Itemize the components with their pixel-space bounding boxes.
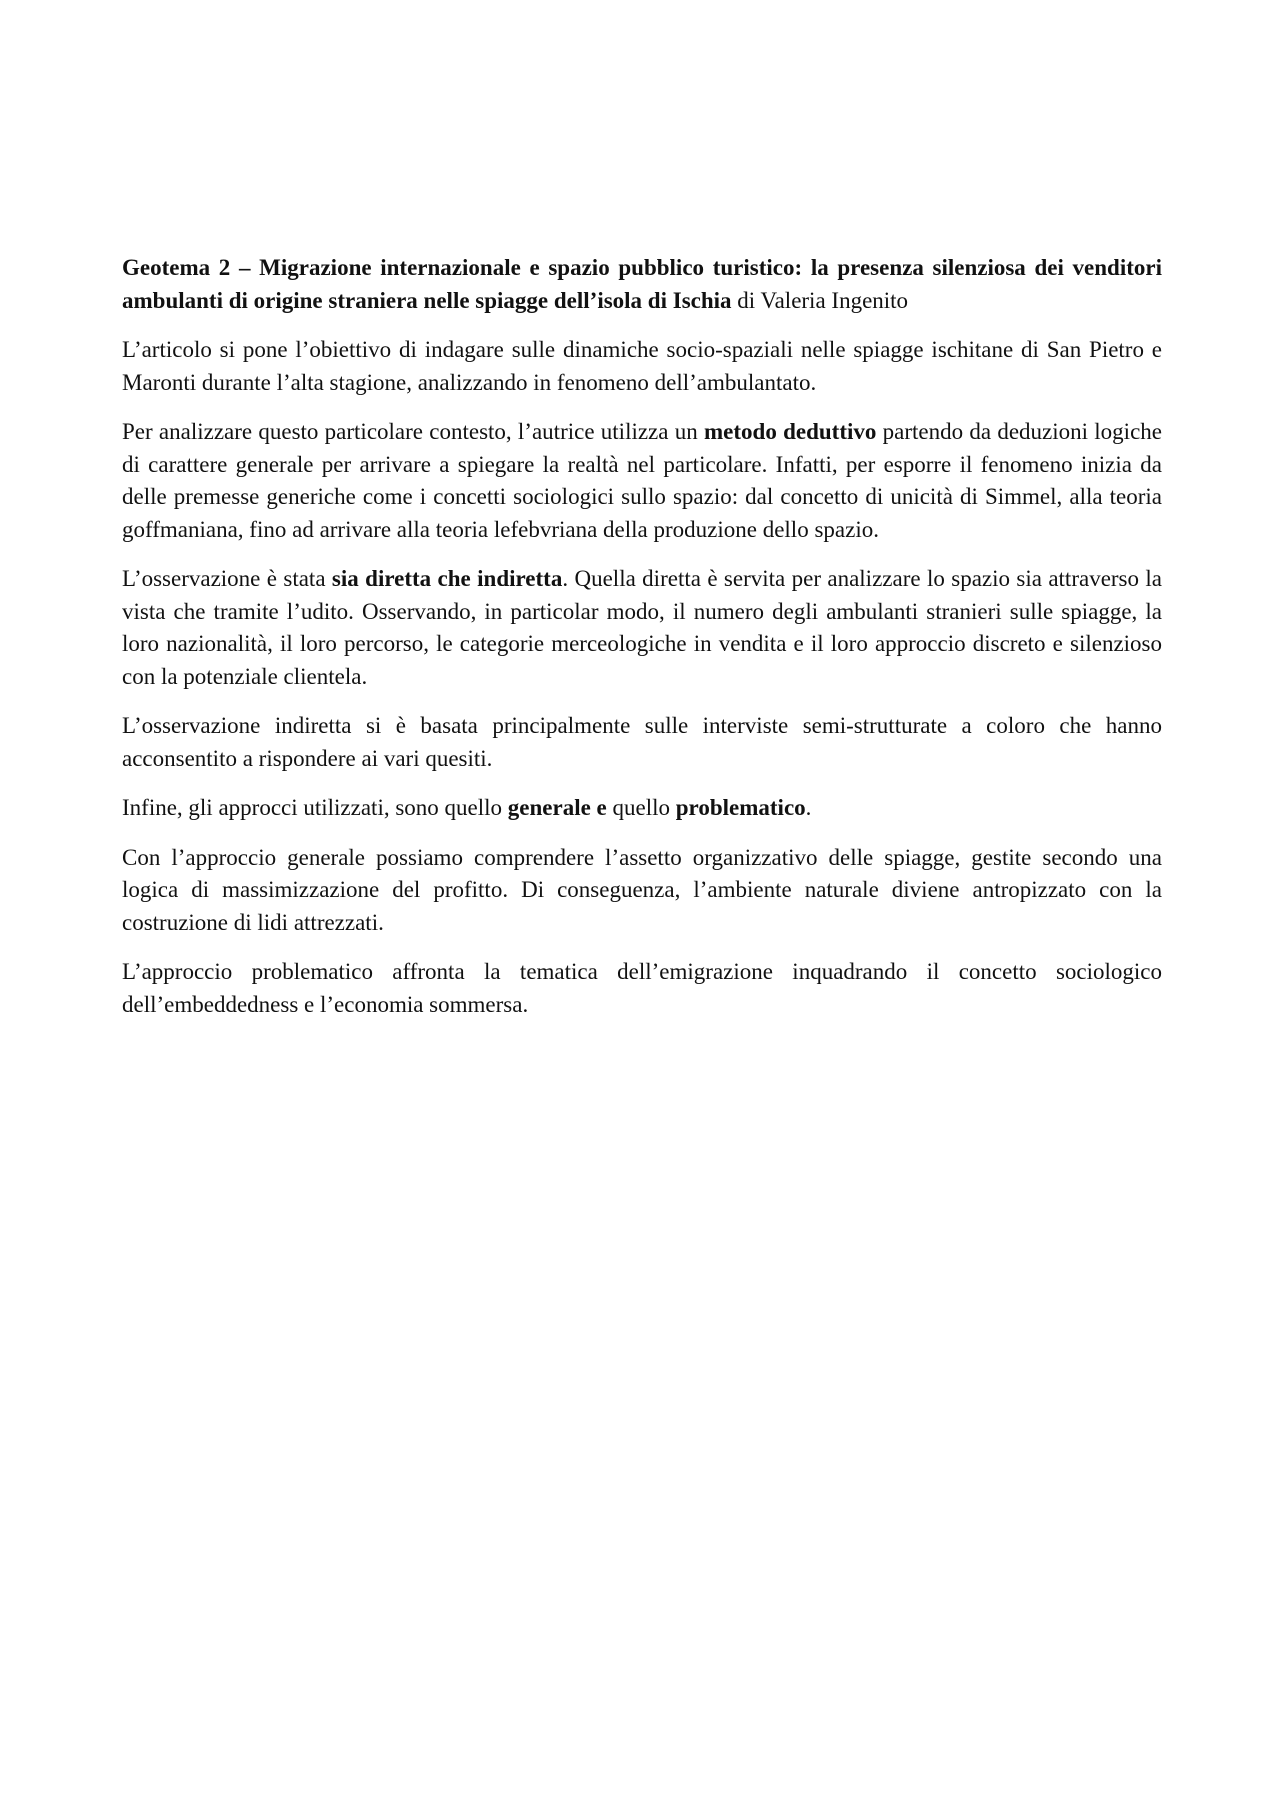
paragraph-method [122,416,1162,546]
paragraph-objective [122,334,1162,399]
paragraph-text: . [805,795,812,820]
paragraph-text: L’articolo si pone l’obiettivo di indagare sulle dinamiche socio-spaziali nelle spiagge ischitane di San Pietro e Maronti durante l’alta stagione, analizzando in fenomeno dell’ambulantato. [122,337,1162,395]
bold-term: sia diretta che indiretta [331,566,563,591]
paragraph-text: L’osservazione indiretta si è basata principalmente sulle interviste semi-strutturate a coloro che hanno acconsentito a rispondere ai vari quesiti. [122,713,1162,771]
paragraph-text: L’osservazione è stata [122,566,332,591]
paragraph-approaches [122,792,1162,825]
bold-term: metodo deduttivo [704,419,877,444]
document-heading [122,252,1162,317]
bold-term: generale e [507,795,607,820]
paragraph-text: quello [606,795,676,820]
author-prefix: di [731,287,761,313]
paragraph-text: Per analizzare questo particolare contesto, l’autrice utilizza un [122,419,704,444]
author-name: Valeria Ingenito [760,287,909,313]
paragraph-text: Infine, gli approcci utilizzati, sono quello [122,795,508,820]
paragraph-text: . Quella diretta è servita per analizzare lo spazio sia attraverso la vista che tramite l’udito. Osservando, in particolar modo, il numero degli ambulanti stranieri sulle spiagge, la loro nazionalità, il loro percorso, le categorie merceologiche in vendita e il loro approccio discreto e silenzioso con la potenziale clientela. [122,566,1162,689]
paragraph-observation [122,563,1162,693]
paragraph-general-approach [122,842,1162,940]
article-title: Geotema 2 – Migrazione internazionale e spazio pubblico turistico: la presenza silenziosa dei venditori ambulanti di origine straniera nelle spiagge dell’isola di Ischia [122,255,1162,313]
paragraph-indirect-observation [122,710,1162,775]
document-page [122,252,1162,1038]
paragraph-text: L’approccio problematico affronta la tematica dell’emigrazione inquadrando il concetto sociologico dell’embeddedness e l’economia sommersa. [122,959,1162,1017]
paragraph-problematic-approach [122,956,1162,1021]
paragraph-text: Con l’approccio generale possiamo comprendere l’assetto organizzativo delle spiagge, gestite secondo una logica di massimizzazione del profitto. Di conseguenza, l’ambiente naturale diviene antropizzato con la costruzione di lidi attrezzati. [122,844,1162,935]
paragraph-text: partendo da deduzioni logiche di carattere generale per arrivare a spiegare la realtà nel particolare. Infatti, per esporre il fenomeno inizia da delle premesse generiche come i concetti sociologici sullo spazio: dal concetto di unicità di Simmel, alla teoria goffmaniana, fino ad arrivare alla teoria lefebvriana della produzione dello spazio. [122,419,1162,542]
bold-term: problematico [675,795,806,820]
